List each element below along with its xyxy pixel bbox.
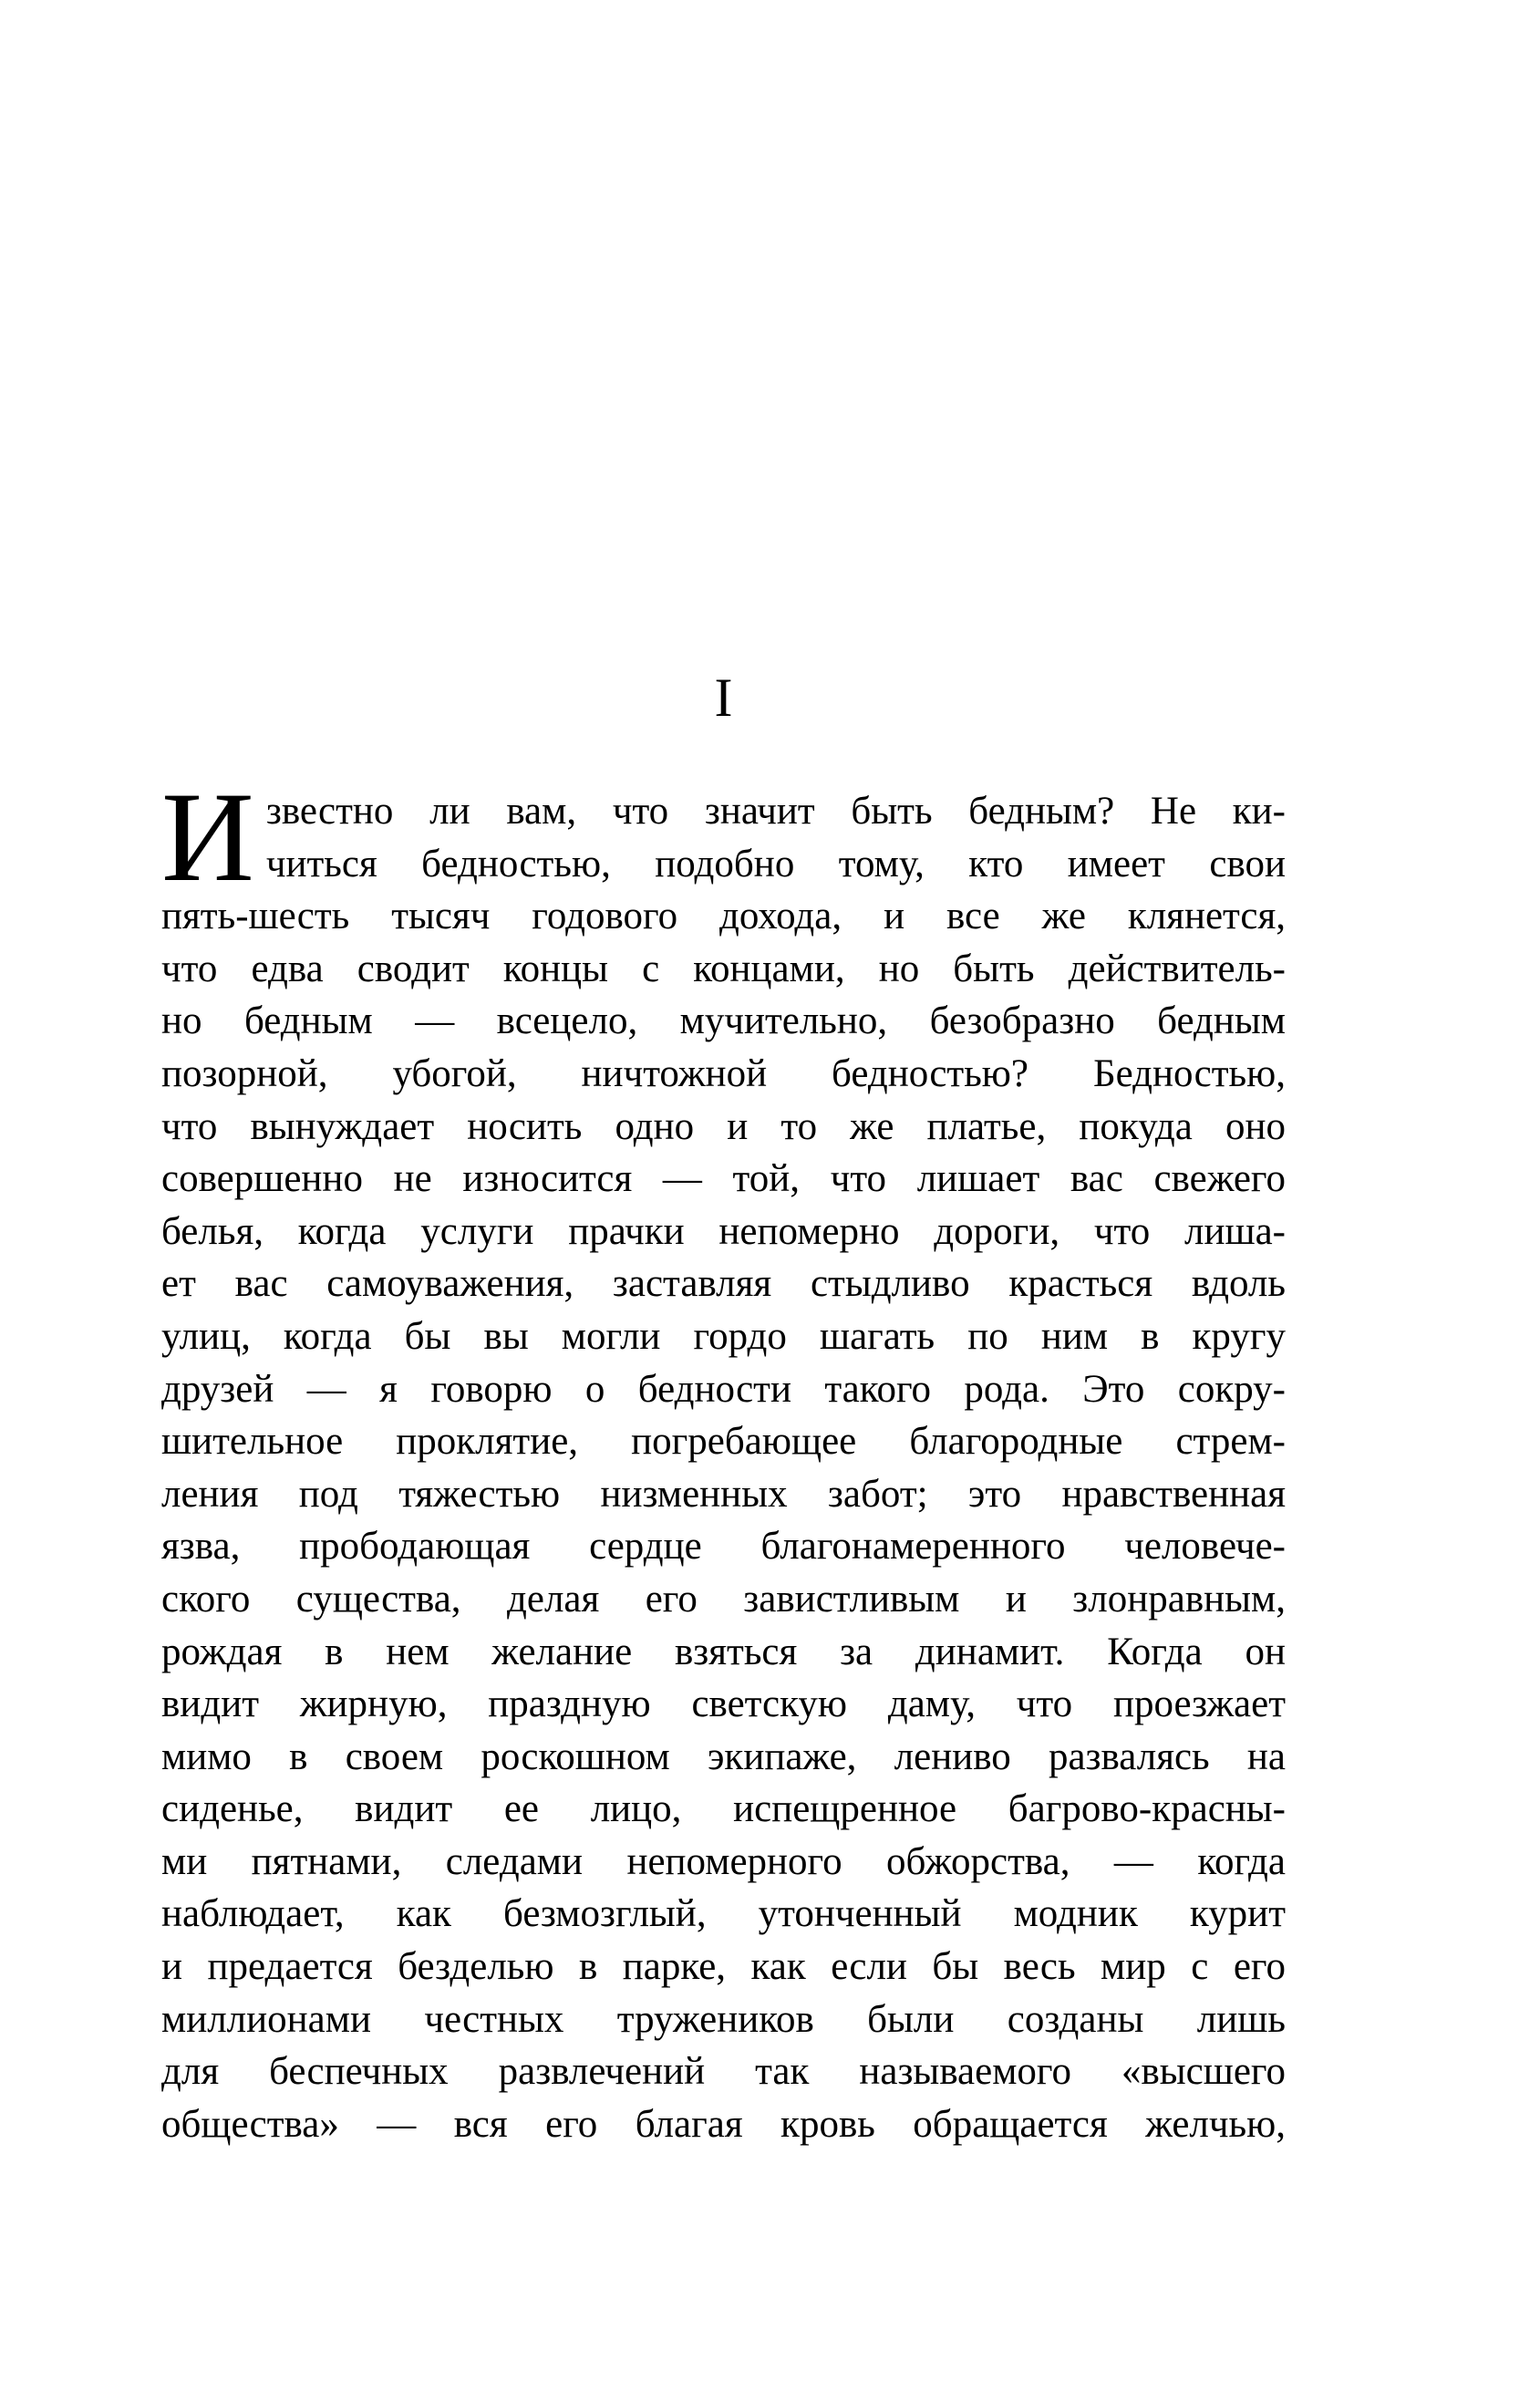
- text-line: рождая в нем желание взяться за динамит. Когда он: [161, 1630, 1286, 1673]
- text-line: совершенно не износится — той, что лишает вас свежего: [161, 1157, 1286, 1201]
- body-paragraph: [161, 766, 1286, 2150]
- text-lines: [161, 766, 1286, 2150]
- text-line: что едва сводит концы с концами, но быть действитель-: [161, 947, 1286, 990]
- text-line: миллионами честных тружеников были созданы лишь: [161, 1997, 1286, 2041]
- text-line: видит жирную, праздную светскую даму, что проезжает: [161, 1683, 1286, 1726]
- text-line: позорной, убогой, ничтожной бедностью? Бедностью,: [161, 1051, 1286, 1095]
- text-line: улиц, когда бы вы могли гордо шагать по ним в кругу: [161, 1314, 1286, 1358]
- chapter-heading: I: [714, 668, 733, 728]
- text-line: друзей — я говорю о бедности такого рода. Это сокру-: [161, 1367, 1286, 1411]
- text-line: ет вас самоуважения, заставляя стыдливо красться вдоль: [161, 1262, 1286, 1306]
- text-line: язва, прободающая сердце благонамеренного человече-: [161, 1525, 1286, 1569]
- text-line: и предается безделью в парке, как если бы весь мир с его: [161, 1945, 1286, 1989]
- text-line: мимо в своем роскошном экипаже, лениво развалясь на: [161, 1734, 1286, 1778]
- text-line: сиденье, видит ее лицо, испещренное багрово-красны-: [161, 1787, 1286, 1831]
- text-line: читься бедностью, подобно тому, кто имеет свои: [265, 842, 1286, 885]
- text-line: для беспечных развлечений так называемого «высшего: [161, 2050, 1286, 2094]
- text-line: шительное проклятие, погребающее благородные стрем-: [161, 1420, 1286, 1464]
- text-line: что вынуждает носить одно и то же платье, покуда оно: [161, 1104, 1286, 1148]
- text-line: общества» — вся его благая кровь обращается желчью,: [161, 2102, 1286, 2146]
- text-line: пять-шесть тысяч годового дохода, и все же клянется,: [161, 895, 1286, 938]
- text-line: но бедным — всецело, мучительно, безобразно бедным: [161, 999, 1286, 1043]
- text-line: ления под тяжестью низменных забот; это нравственная: [161, 1472, 1286, 1516]
- text-line: наблюдает, как безмозглый, утонченный модник курит: [161, 1892, 1286, 1936]
- text-line: ского существа, делая его завистливым и злонравным,: [161, 1577, 1286, 1621]
- text-line: звестно ли вам, что значит быть бедным? Не ки-: [265, 790, 1286, 833]
- text-line: белья, когда услуги прачки непомерно дороги, что лиша-: [161, 1209, 1286, 1253]
- drop-cap-letter: И: [161, 766, 254, 908]
- text-line: ми пятнами, следами непомерного обжорства, — когда: [161, 1839, 1286, 1883]
